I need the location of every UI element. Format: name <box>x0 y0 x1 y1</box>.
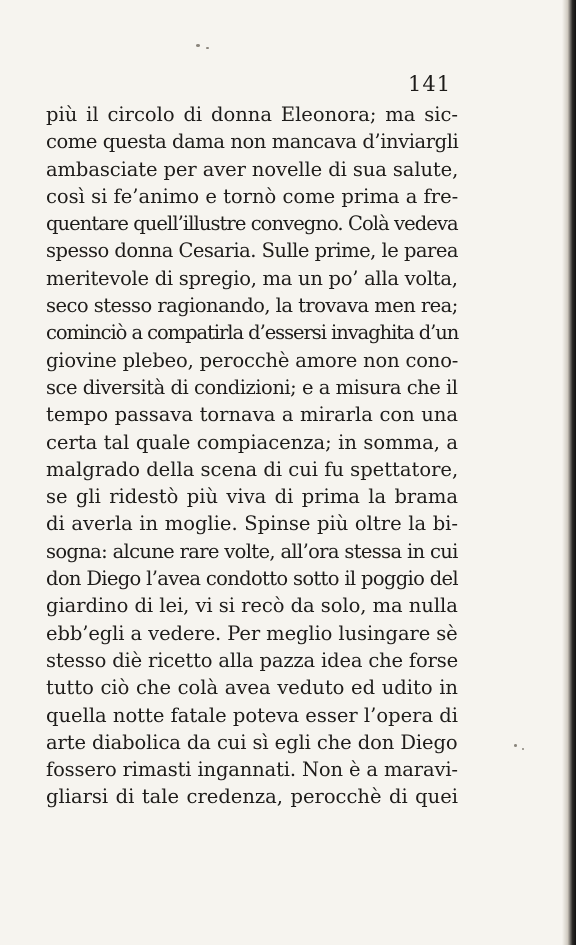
ink-speck <box>514 744 517 747</box>
text-line: giovine plebeo, perocchè amore non cono- <box>46 348 459 372</box>
text-line: gliarsi di tale credenza, perocchè di quei <box>46 785 458 809</box>
text-line: più il circolo di donna Eleonora; ma sic- <box>46 103 458 126</box>
text-line: come questa dama non mancava d’inviargli <box>46 130 459 154</box>
text-line: certa tal quale compiacenza; in somma, a <box>46 430 458 454</box>
text-line: tempo passava tornava a mirarla con una <box>46 403 458 427</box>
text-line: ebb’egli a vedere. Per meglio lusingare sè <box>46 621 458 645</box>
text-line: quella notte fatale poteva esser l’opera di <box>46 703 458 727</box>
ink-speck <box>196 44 200 47</box>
text-line: don Diego l’avea condotto sotto il poggio del <box>46 567 458 591</box>
page-edge-shadow <box>562 0 576 945</box>
ink-speck <box>206 47 209 49</box>
text-line: seco stesso ragionando, la trovava men rea; <box>46 294 458 318</box>
body-text <box>46 101 458 811</box>
text-line: di averla in moglie. Spinse più oltre la bi- <box>46 512 458 536</box>
text-line: tutto ciò che colà avea veduto ed udito in <box>46 676 458 700</box>
page-number: 141 <box>408 72 452 96</box>
text-line: se gli ridestò più viva di prima la brama <box>46 485 458 509</box>
ink-speck <box>522 748 524 750</box>
text-line: quentare quell’illustre convegno. Colà vedeva <box>46 212 458 236</box>
text-line: ambasciate per aver novelle di sua salute, <box>46 157 459 181</box>
text-line: spesso donna Cesaria. Sulle prime, le parea <box>46 239 458 263</box>
text-line: stesso diè ricetto alla pazza idea che forse <box>46 648 458 672</box>
text-line: sce diversità di condizioni; e a misura che il <box>46 375 458 399</box>
text-line: cominciò a compatirla d’essersi invaghita d’un <box>46 321 459 345</box>
text-line: malgrado della scena di cui fu spettatore, <box>46 457 459 481</box>
text-line: così si fe’animo e tornò come prima a fre- <box>46 184 459 208</box>
text-line: giardino di lei, vi si recò da solo, ma nulla <box>46 594 458 618</box>
text-line: sogna: alcune rare volte, all’ora stessa in cui <box>46 539 458 563</box>
text-line: fossero rimasti ingannati. Non è a maravi- <box>46 758 458 782</box>
text-line: meritevole di spregio, ma un po’ alla volta, <box>46 266 458 290</box>
text-line: arte diabolica da cui sì egli che don Diego <box>46 730 458 754</box>
